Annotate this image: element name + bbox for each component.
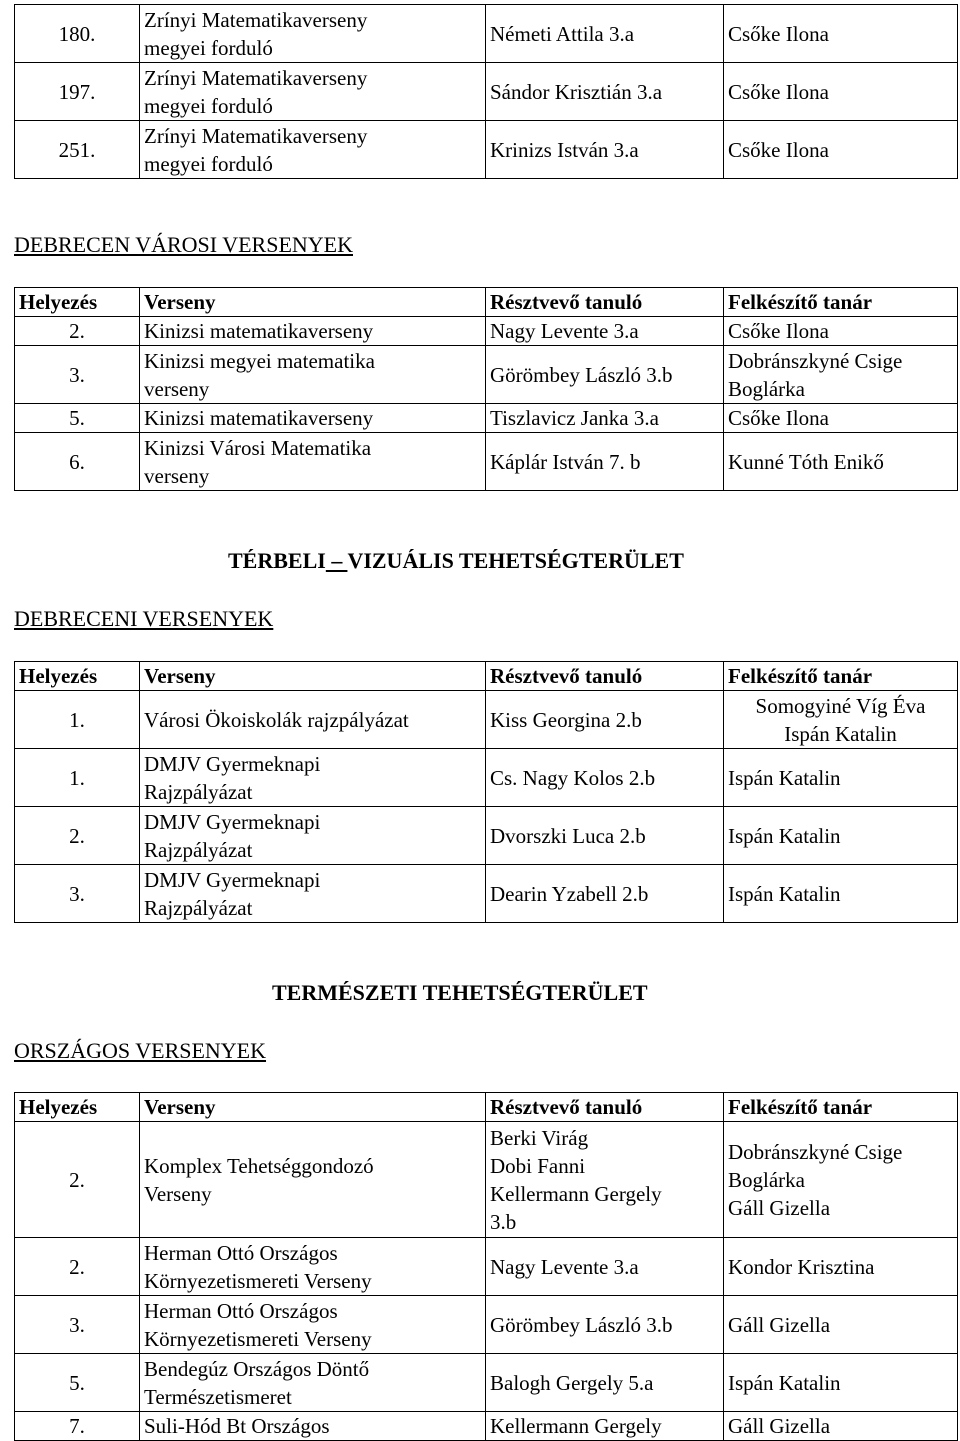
cell-line: Környezetismereti Verseny bbox=[144, 1326, 372, 1351]
cell-student bbox=[486, 317, 724, 346]
table-varosi bbox=[14, 287, 958, 491]
cell-contest bbox=[140, 1354, 486, 1412]
cell-line: Verseny bbox=[144, 1181, 212, 1206]
cell-teacher bbox=[724, 1122, 958, 1238]
cell-place: 2. bbox=[15, 317, 140, 346]
cell-teacher bbox=[724, 433, 958, 491]
header-teacher: Felkészítő tanár bbox=[724, 662, 958, 691]
cell-line: DMJV Gyermeknapi bbox=[144, 809, 321, 834]
cell-contest bbox=[140, 1238, 486, 1296]
header-contest: Verseny bbox=[140, 288, 486, 317]
header-teacher: Felkészítő tanár bbox=[724, 1093, 958, 1122]
cell-line: Gáll Gizella bbox=[728, 1312, 831, 1337]
header-student: Résztvevő tanuló bbox=[486, 288, 724, 317]
cell-line: Zrínyi Matematikaverseny bbox=[144, 65, 368, 90]
cell-contest bbox=[140, 5, 486, 63]
cell-student bbox=[486, 749, 724, 807]
cell-place: 3. bbox=[15, 1296, 140, 1354]
section-title-debrecen-varosi: DEBRECEN VÁROSI VERSENYEK bbox=[14, 232, 353, 257]
cell-place: 2. bbox=[15, 1238, 140, 1296]
cell-line: Rajzpályázat bbox=[144, 895, 253, 920]
cell-line: Dobi Fanni bbox=[490, 1153, 586, 1178]
cell-line: Csőke Ilona bbox=[728, 406, 829, 430]
table-row bbox=[15, 691, 958, 749]
section-title-terbeli bbox=[228, 548, 684, 574]
header-place: Helyezés bbox=[15, 288, 140, 317]
cell-student bbox=[486, 5, 724, 63]
cell-contest bbox=[140, 1296, 486, 1354]
table-row bbox=[15, 865, 958, 923]
cell-teacher bbox=[724, 121, 958, 179]
cell-line: Kinizsi matematikaverseny bbox=[144, 319, 374, 343]
table-row bbox=[15, 346, 958, 404]
table-row bbox=[15, 807, 958, 865]
cell-line: megyei forduló bbox=[144, 93, 273, 118]
cell-teacher bbox=[724, 691, 958, 749]
cell-line: Kellermann Gergely bbox=[490, 1181, 662, 1206]
cell-place: 1. bbox=[15, 749, 140, 807]
cell-line: Görömbey László 3.b bbox=[490, 1312, 673, 1337]
cell-line: Kunné Tóth Enikő bbox=[728, 449, 884, 474]
cell-line: Környezetismereti Verseny bbox=[144, 1268, 372, 1293]
cell-student bbox=[486, 346, 724, 404]
table-row bbox=[15, 121, 958, 179]
cell-line: verseny bbox=[144, 376, 210, 401]
cell-line: Kiss Georgina 2.b bbox=[490, 707, 642, 732]
cell-student bbox=[486, 691, 724, 749]
cell-place: 3. bbox=[15, 346, 140, 404]
cell-place: 1. bbox=[15, 691, 140, 749]
cell-student bbox=[486, 404, 724, 433]
cell-line: Görömbey László 3.b bbox=[490, 362, 673, 387]
cell-line: Ispán Katalin bbox=[728, 765, 841, 790]
cell-line: Rajzpályázat bbox=[144, 837, 253, 862]
cell-place: 2. bbox=[15, 807, 140, 865]
table-top bbox=[14, 4, 958, 179]
cell-teacher bbox=[724, 317, 958, 346]
terbeli-part2: VIZUÁLIS TEHETSÉGTERÜLET bbox=[347, 548, 684, 573]
cell-line: DMJV Gyermeknapi bbox=[144, 751, 321, 776]
cell-contest bbox=[140, 691, 486, 749]
header-row bbox=[15, 662, 958, 691]
table-row bbox=[15, 1122, 958, 1238]
cell-student bbox=[486, 433, 724, 491]
table-row bbox=[15, 1238, 958, 1296]
cell-contest bbox=[140, 1412, 486, 1441]
table-row bbox=[15, 1412, 958, 1441]
cell-place: 6. bbox=[15, 433, 140, 491]
cell-place: 197. bbox=[15, 63, 140, 121]
cell-place: 5. bbox=[15, 1354, 140, 1412]
cell-line: Nagy Levente 3.a bbox=[490, 319, 639, 343]
cell-line: Boglárka bbox=[728, 1167, 805, 1192]
cell-place: 7. bbox=[15, 1412, 140, 1441]
section-subtitle-debreceni: DEBRECENI VERSENYEK bbox=[14, 606, 274, 631]
cell-line: Városi Ökoiskolák rajzpályázat bbox=[144, 707, 409, 732]
cell-place: 3. bbox=[15, 865, 140, 923]
cell-line: Ispán Katalin bbox=[728, 1370, 841, 1395]
table-row bbox=[15, 317, 958, 346]
cell-line: Dobránszkyné Csige bbox=[728, 348, 903, 373]
cell-line: Rajzpályázat bbox=[144, 779, 253, 804]
cell-student bbox=[486, 1238, 724, 1296]
header-teacher: Felkészítő tanár bbox=[724, 288, 958, 317]
cell-teacher bbox=[724, 1354, 958, 1412]
cell-contest bbox=[140, 433, 486, 491]
cell-contest bbox=[140, 865, 486, 923]
cell-line: Ispán Katalin bbox=[728, 823, 841, 848]
cell-line: Somogyiné Víg Éva bbox=[755, 693, 926, 718]
cell-line: Balogh Gergely 5.a bbox=[490, 1370, 654, 1395]
header-row bbox=[15, 1093, 958, 1122]
table-row bbox=[15, 749, 958, 807]
cell-contest bbox=[140, 807, 486, 865]
header-student: Résztvevő tanuló bbox=[486, 662, 724, 691]
cell-teacher bbox=[724, 5, 958, 63]
cell-teacher bbox=[724, 1412, 958, 1441]
cell-line: Kinizsi megyei matematika bbox=[144, 348, 375, 373]
terbeli-part1: TÉRBELI bbox=[228, 548, 326, 573]
cell-place: 5. bbox=[15, 404, 140, 433]
cell-line: Gáll Gizella bbox=[728, 1195, 831, 1220]
cell-line: Herman Ottó Országos bbox=[144, 1240, 338, 1265]
cell-place: 180. bbox=[15, 5, 140, 63]
cell-contest bbox=[140, 749, 486, 807]
table-row bbox=[15, 63, 958, 121]
table-row bbox=[15, 1296, 958, 1354]
cell-line: Berki Virág bbox=[490, 1125, 589, 1150]
cell-teacher bbox=[724, 1238, 958, 1296]
cell-student bbox=[486, 865, 724, 923]
cell-student bbox=[486, 1354, 724, 1412]
cell-line: Krinizs István 3.a bbox=[490, 137, 639, 162]
cell-contest bbox=[140, 1122, 486, 1238]
cell-line: megyei forduló bbox=[144, 35, 273, 60]
cell-teacher bbox=[724, 63, 958, 121]
cell-line: Csőke Ilona bbox=[728, 319, 829, 343]
cell-teacher bbox=[724, 1296, 958, 1354]
cell-student bbox=[486, 1296, 724, 1354]
cell-contest bbox=[140, 404, 486, 433]
table-row bbox=[15, 5, 958, 63]
cell-line: DMJV Gyermeknapi bbox=[144, 867, 321, 892]
table-row bbox=[15, 1354, 958, 1412]
cell-line: Dvorszki Luca 2.b bbox=[490, 823, 646, 848]
cell-line: Kellermann Gergely bbox=[490, 1414, 662, 1438]
cell-student bbox=[486, 1122, 724, 1238]
cell-student bbox=[486, 63, 724, 121]
cell-line: Ispán Katalin bbox=[784, 721, 897, 746]
cell-teacher bbox=[724, 404, 958, 433]
cell-line: Kinizsi matematikaverseny bbox=[144, 406, 374, 430]
header-place: Helyezés bbox=[15, 662, 140, 691]
cell-contest bbox=[140, 63, 486, 121]
cell-line: Gáll Gizella bbox=[728, 1414, 831, 1438]
cell-line: Boglárka bbox=[728, 376, 805, 401]
cell-place: 251. bbox=[15, 121, 140, 179]
cell-line: Nagy Levente 3.a bbox=[490, 1254, 639, 1279]
cell-student bbox=[486, 121, 724, 179]
cell-line: 3.b bbox=[490, 1209, 517, 1234]
cell-teacher bbox=[724, 865, 958, 923]
cell-line: megyei forduló bbox=[144, 151, 273, 176]
header-contest: Verseny bbox=[140, 662, 486, 691]
table-row bbox=[15, 404, 958, 433]
cell-line: Cs. Nagy Kolos 2.b bbox=[490, 765, 656, 790]
cell-line: Kinizsi Városi Matematika bbox=[144, 435, 372, 460]
cell-line: Csőke Ilona bbox=[728, 21, 829, 46]
header-row bbox=[15, 288, 958, 317]
cell-line: Suli-Hód Bt Országos bbox=[144, 1414, 330, 1438]
cell-line: Bendegúz Országos Döntő bbox=[144, 1356, 370, 1381]
cell-line: Komplex Tehetséggondozó bbox=[144, 1153, 374, 1178]
cell-line: Dobránszkyné Csige bbox=[728, 1139, 903, 1164]
section-title-termeszeti: TERMÉSZETI TEHETSÉGTERÜLET bbox=[272, 980, 648, 1005]
cell-teacher bbox=[724, 807, 958, 865]
cell-contest bbox=[140, 317, 486, 346]
table-orszagos bbox=[14, 1092, 958, 1441]
cell-line: Természetismeret bbox=[144, 1384, 292, 1409]
cell-teacher bbox=[724, 346, 958, 404]
cell-student bbox=[486, 807, 724, 865]
cell-line: Herman Ottó Országos bbox=[144, 1298, 338, 1323]
cell-line: Zrínyi Matematikaverseny bbox=[144, 123, 368, 148]
cell-line: Csőke Ilona bbox=[728, 137, 829, 162]
cell-place: 2. bbox=[15, 1122, 140, 1238]
cell-line: Dearin Yzabell 2.b bbox=[490, 881, 649, 906]
cell-teacher bbox=[724, 749, 958, 807]
header-contest: Verseny bbox=[140, 1093, 486, 1122]
cell-contest bbox=[140, 121, 486, 179]
header-student: Résztvevő tanuló bbox=[486, 1093, 724, 1122]
cell-line: Ispán Katalin bbox=[728, 881, 841, 906]
terbeli-dash: – bbox=[325, 548, 348, 573]
section-subtitle-orszagos: ORSZÁGOS VERSENYEK bbox=[14, 1038, 267, 1063]
header-place: Helyezés bbox=[15, 1093, 140, 1122]
cell-line: Tiszlavicz Janka 3.a bbox=[490, 406, 659, 430]
cell-line: Kondor Krisztina bbox=[728, 1254, 875, 1279]
cell-line: verseny bbox=[144, 463, 210, 488]
cell-line: Németi Attila 3.a bbox=[490, 21, 635, 46]
cell-line: Csőke Ilona bbox=[728, 79, 829, 104]
table-row bbox=[15, 433, 958, 491]
cell-contest bbox=[140, 346, 486, 404]
cell-line: Sándor Krisztián 3.a bbox=[490, 79, 663, 104]
cell-student bbox=[486, 1412, 724, 1441]
cell-line: Káplár István 7. b bbox=[490, 449, 641, 474]
table-terbeli bbox=[14, 661, 958, 923]
cell-line: Zrínyi Matematikaverseny bbox=[144, 7, 368, 32]
